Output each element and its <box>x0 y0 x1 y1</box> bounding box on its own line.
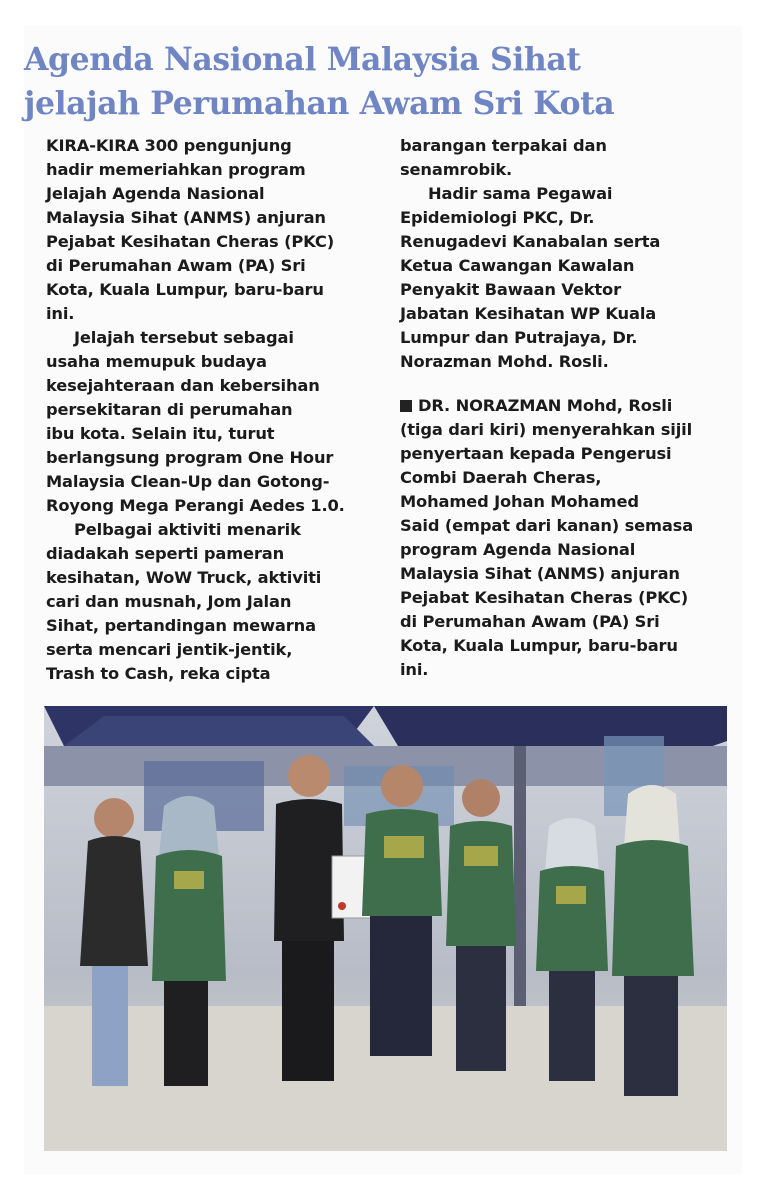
body-text-line: Hadir sama Pegawai <box>428 184 613 203</box>
body-text-line: hadir memeriahkan program <box>46 160 306 179</box>
body-text-line: Epidemiologi PKC, Dr. <box>400 208 595 227</box>
body-text-line: Pelbagai aktiviti menarik <box>74 520 301 539</box>
caption-line: program Agenda Nasional <box>400 540 636 559</box>
photo-caption <box>400 394 720 682</box>
body-text-line: Ketua Cawangan Kawalan <box>400 256 635 275</box>
caption-line: (tiga dari kiri) menyerahkan sijil <box>400 420 693 439</box>
body-text-line: Trash to Cash, reka cipta <box>46 664 271 683</box>
article-headline <box>24 38 724 126</box>
article-body-left-column <box>46 134 386 686</box>
body-text-line: cari dan musnah, Jom Jalan <box>46 592 292 611</box>
body-text-line: Jelajah Agenda Nasional <box>46 184 265 203</box>
caption-line: ini. <box>400 660 429 679</box>
body-text-line: Renugadevi Kanabalan serta <box>400 232 661 251</box>
article-body-right-column <box>400 134 720 682</box>
headline-line-1: Agenda Nasional Malaysia Sihat <box>24 41 581 78</box>
body-text-line: Pejabat Kesihatan Cheras (PKC) <box>46 232 334 251</box>
caption-line: Kota, Kuala Lumpur, baru-baru <box>400 636 678 655</box>
body-text-line: diadakah seperti pameran <box>46 544 285 563</box>
group-photo-image <box>44 706 727 1151</box>
caption-line <box>400 394 720 418</box>
caption-line: Said (empat dari kanan) semasa <box>400 516 694 535</box>
caption-line: Combi Daerah Cheras, <box>400 468 602 487</box>
body-text-line: Jabatan Kesihatan WP Kuala <box>400 304 657 323</box>
square-bullet-icon <box>400 400 412 412</box>
body-text-line: senamrobik. <box>400 160 513 179</box>
caption-line: Malaysia Sihat (ANMS) anjuran <box>400 564 680 583</box>
caption-line: Mohamed Johan Mohamed <box>400 492 639 511</box>
body-text-line: KIRA-KIRA 300 pengunjung <box>46 136 292 155</box>
body-text-line: serta mencari jentik-jentik, <box>46 640 293 659</box>
body-text-line: kesejahteraan dan kebersihan <box>46 376 320 395</box>
caption-line: di Perumahan Awam (PA) Sri <box>400 612 660 631</box>
caption-line: penyertaan kepada Pengerusi <box>400 444 672 463</box>
caption-line: Pejabat Kesihatan Cheras (PKC) <box>400 588 688 607</box>
body-text-line: berlangsung program One Hour <box>46 448 334 467</box>
caption-lead-text: DR. NORAZMAN Mohd, Rosli <box>418 396 673 415</box>
body-text-line: persekitaran di perumahan <box>46 400 293 419</box>
body-text-line: Jelajah tersebut sebagai <box>74 328 294 347</box>
body-text-line: kesihatan, WoW Truck, aktiviti <box>46 568 322 587</box>
body-text-line: Norazman Mohd. Rosli. <box>400 352 609 371</box>
body-text-line: Penyakit Bawaan Vektor <box>400 280 621 299</box>
body-text-line: Royong Mega Perangi Aedes 1.0. <box>46 496 345 515</box>
body-text-line: Lumpur dan Putrajaya, Dr. <box>400 328 638 347</box>
body-text-line: usaha memupuk budaya <box>46 352 267 371</box>
body-text-line: ibu kota. Selain itu, turut <box>46 424 275 443</box>
article-body-right-text <box>400 134 720 374</box>
body-text-line: Malaysia Clean-Up dan Gotong- <box>46 472 330 491</box>
paragraph-gap <box>400 374 720 394</box>
body-text-line: Kota, Kuala Lumpur, baru-baru <box>46 280 324 299</box>
headline-line-2: jelajah Perumahan Awam Sri Kota <box>24 85 615 122</box>
body-text-line: barangan terpakai dan <box>400 136 607 155</box>
body-text-line: ini. <box>46 304 75 323</box>
group-photo <box>44 706 727 1151</box>
body-text-line: Sihat, pertandingan mewarna <box>46 616 316 635</box>
body-text-line: di Perumahan Awam (PA) Sri <box>46 256 306 275</box>
body-text-line: Malaysia Sihat (ANMS) anjuran <box>46 208 326 227</box>
